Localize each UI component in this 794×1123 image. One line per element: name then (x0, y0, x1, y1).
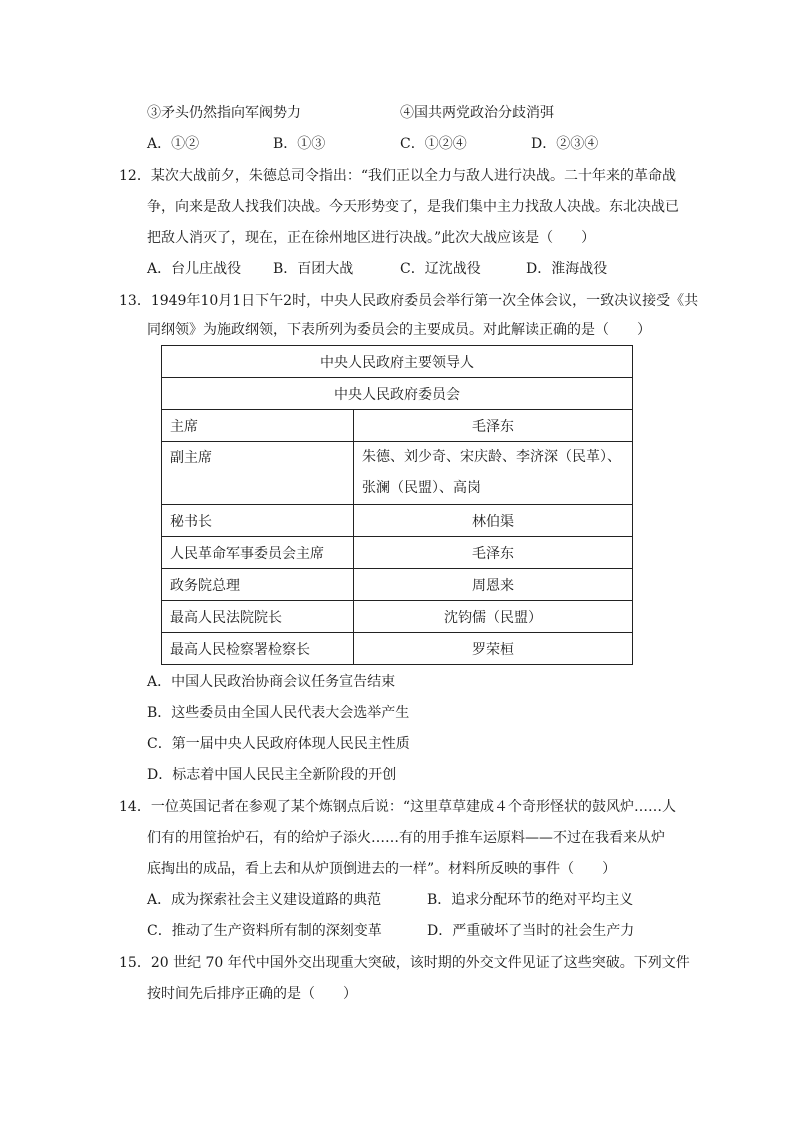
q12-option-c[interactable]: C．辽沈战役 (400, 261, 481, 277)
q11-option-c[interactable]: C．①②④ (400, 136, 467, 152)
person-line-2: 张澜（民盟）、高岗 (362, 480, 481, 496)
q14-option-c[interactable]: C．推动了生产资料所有制的深刻变革 (147, 923, 382, 939)
table-row (162, 410, 633, 442)
table-row (162, 633, 633, 665)
person-cell: 毛泽东 (354, 410, 633, 442)
table-row (162, 505, 633, 537)
role-cell: 最高人民检察署检察长 (162, 633, 354, 665)
q14-stem-line-2: 们有的用筐抬炉石，有的给炉子添火……有的用手推车运原料——不过在我看来从炉 (147, 830, 665, 846)
q11-option-b[interactable]: B．①③ (273, 136, 326, 152)
q14-option-a[interactable]: A．成为探索社会主义建设道路的典范 (147, 892, 382, 908)
table-title: 中央人民政府主要领导人 (162, 346, 633, 378)
q13-stem-line-2: 同纲领》为施政纲领，下表所列为委员会的主要成员。对此解读正确的是（ ） (147, 322, 651, 338)
q11-statement-3: ③矛头仍然指向军阀势力 (147, 105, 301, 121)
q13-stem-line-1: 13．1949年10月1日下午2时，中央人民政府委员会举行第一次全体会议，一致决议接受《共 (119, 293, 699, 309)
table-subtitle: 中央人民政府委员会 (162, 378, 633, 410)
table-subtitle-row (162, 378, 633, 410)
q11-statements-row (0, 103, 794, 123)
q12-stem-line-1: 12．某次大战前夕，朱德总司令指出：“我们正以全力与敌人进行决战。二十年来的革命战 (119, 168, 676, 184)
q13-option-a[interactable]: A．中国人民政治协商会议任务宣告结束 (147, 674, 396, 690)
q14-options-row-2 (0, 921, 794, 941)
person-cell: 沈钧儒（民盟） (354, 601, 633, 633)
q11-options (0, 134, 794, 154)
q14-stem-line-3: 底掏出的成品，看上去和从炉顶倒进去的一样”。材料所反映的事件（ ） (147, 861, 617, 877)
table-row (162, 569, 633, 601)
leaders-table (161, 345, 633, 665)
q13-option-d[interactable]: D．标志着中国人民民主全新阶段的开创 (147, 767, 397, 783)
role-cell: 人民革命军事委员会主席 (162, 537, 354, 569)
q12-option-a[interactable]: A．台儿庄战役 (147, 261, 242, 277)
table-row (162, 537, 633, 569)
q14-option-b[interactable]: B．追求分配环节的绝对平均主义 (427, 892, 634, 908)
role-cell: 最高人民法院院长 (162, 601, 354, 633)
q13-option-c[interactable]: C．第一届中央人民政府体现人民民主性质 (147, 736, 410, 752)
table-row (162, 601, 633, 633)
q12-stem-line-2: 争，向来是敌人找我们决战。今天形势变了，是我们集中主力找敌人决战。东北决战已 (147, 199, 679, 215)
q11-option-d[interactable]: D．②③④ (531, 136, 599, 152)
person-line-1: 朱德、刘少奇、宋庆龄、李济深（民革）、 (362, 449, 621, 465)
role-cell: 主席 (162, 410, 354, 442)
person-cell: 林伯渠 (354, 505, 633, 537)
role-cell: 政务院总理 (162, 569, 354, 601)
q13-option-b[interactable]: B．这些委员由全国人民代表大会选举产生 (147, 705, 410, 721)
person-cell-multiline (354, 442, 633, 505)
q12-option-b[interactable]: B．百团大战 (273, 261, 354, 277)
role-cell: 副主席 (162, 442, 354, 505)
role-cell: 秘书长 (162, 505, 354, 537)
person-cell: 罗荣桓 (354, 633, 633, 665)
q12-option-d[interactable]: D．淮海战役 (526, 261, 608, 277)
q11-statement-4: ④国共两党政治分歧消弭 (400, 105, 554, 121)
table-title-row (162, 346, 633, 378)
table-row (162, 442, 633, 505)
q11-option-a[interactable]: A．①② (147, 136, 200, 152)
person-cell: 周恩来 (354, 569, 633, 601)
q15-stem-line-2: 按时间先后排序正确的是（ ） (147, 986, 357, 1002)
q12-stem-line-3: 把敌人消灭了，现在，正在徐州地区进行决战。”此次大战应该是（ ） (147, 230, 596, 246)
person-cell: 毛泽东 (354, 537, 633, 569)
q15-stem-line-1: 15．20 世纪 70 年代中国外交出现重大突破，该时期的外交文件见证了这些突破。下列文件 (119, 955, 690, 971)
q14-stem-line-1: 14．一位英国记者在参观了某个炼钢点后说：“这里草草建成４个奇形怪状的鼓风炉……人 (119, 799, 676, 815)
q14-option-d[interactable]: D．严重破坏了当时的社会生产力 (427, 923, 635, 939)
q14-options-row-1 (0, 890, 794, 910)
q12-options (0, 259, 794, 279)
